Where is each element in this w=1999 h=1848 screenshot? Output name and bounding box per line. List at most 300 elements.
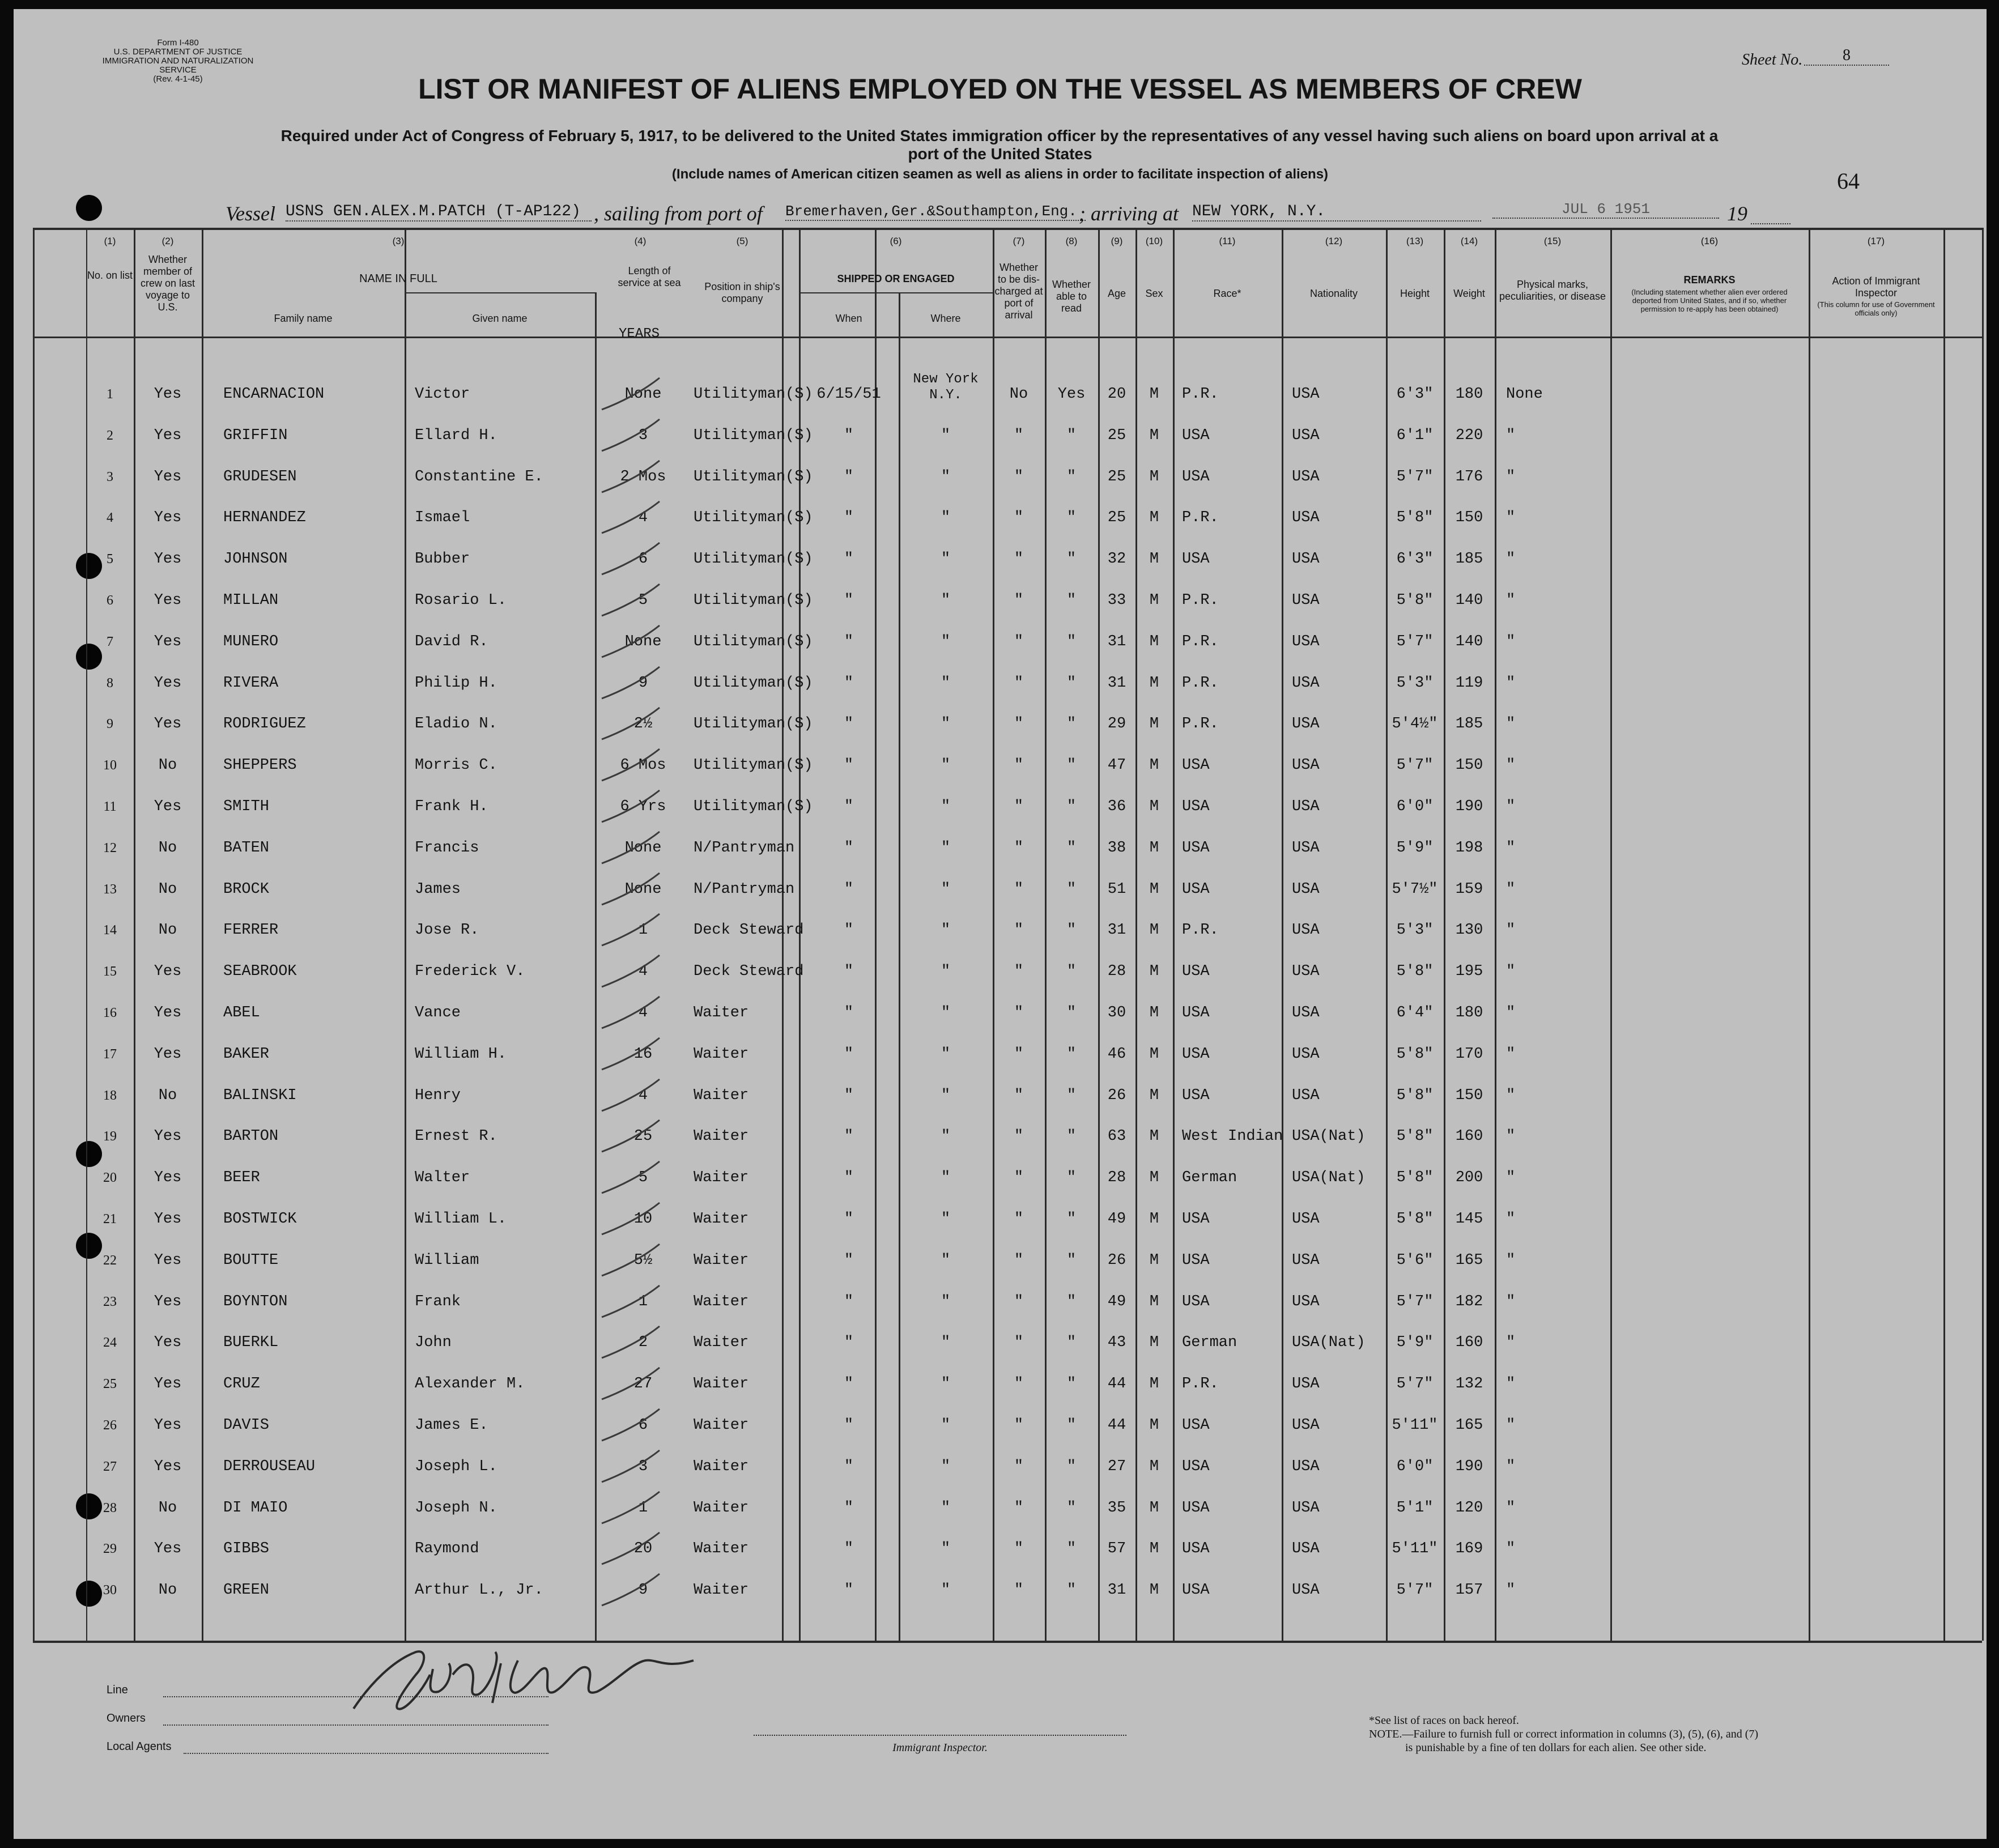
cell-race: P.R. — [1182, 716, 1219, 733]
cell-member: Yes — [154, 674, 182, 692]
cell-length: None — [624, 633, 662, 650]
cell-nationality: USA — [1292, 1087, 1320, 1104]
cell-weight: 132 — [1455, 1376, 1483, 1393]
cell-length: 9 — [638, 1582, 648, 1599]
cell-height: 5'7" — [1396, 633, 1434, 650]
cell-no: 30 — [103, 1583, 117, 1598]
cell-length: 16 — [633, 1045, 653, 1063]
cell-position: Utilityman(S) — [694, 716, 813, 733]
cell-race: USA — [1182, 427, 1210, 444]
header-bottom-border — [33, 337, 1982, 338]
cell-position: Utilityman(S) — [694, 757, 813, 774]
check-mark — [597, 581, 665, 620]
header-family-name: Family name — [274, 313, 333, 324]
cell-no: 24 — [103, 1335, 117, 1351]
cell-member: Yes — [154, 468, 182, 486]
cell-family-name: BEER — [223, 1169, 260, 1187]
cell-when: " — [844, 674, 854, 692]
check-mark — [597, 1406, 665, 1445]
cell-race: West Indian — [1182, 1128, 1283, 1146]
cell-no: 1 — [107, 387, 113, 402]
cell-sex: M — [1149, 1582, 1159, 1599]
cell-position: Waiter — [694, 1169, 749, 1187]
cell-given-name: Walter — [415, 1169, 470, 1187]
cell-no: 13 — [103, 882, 117, 897]
column-number: (16) — [1700, 236, 1719, 246]
cell-physical-marks: " — [1506, 1004, 1516, 1021]
cell-able-to-read: " — [1066, 1087, 1077, 1104]
cell-when: " — [844, 798, 854, 815]
header-length-of-service: Length of service at sea — [618, 265, 681, 288]
cell-family-name: JOHNSON — [223, 551, 288, 568]
cell-sex: M — [1149, 1540, 1159, 1558]
cell-given-name: Eladio N. — [415, 716, 497, 733]
cell-height: 5'11" — [1392, 1417, 1438, 1434]
header-physical-marks: Physical marks, peculiarities, or disease — [1499, 279, 1606, 302]
cell-member: Yes — [154, 963, 182, 981]
cell-physical-marks: " — [1506, 1376, 1516, 1393]
cell-physical-marks: " — [1506, 1169, 1516, 1187]
cell-height: 5'8" — [1396, 963, 1434, 981]
cell-physical-marks: " — [1506, 1293, 1516, 1310]
cell-length: 3 — [638, 427, 648, 444]
cell-discharged: " — [1014, 1458, 1024, 1475]
cell-no: 21 — [103, 1212, 117, 1227]
cell-discharged: " — [1014, 757, 1024, 774]
cell-discharged: " — [1014, 1293, 1024, 1310]
cell-sex: M — [1149, 1293, 1159, 1310]
header-given-name: Given name — [472, 313, 528, 324]
cell-position: Utilityman(S) — [694, 633, 813, 650]
cell-weight: 220 — [1455, 427, 1483, 444]
cell-no: 20 — [103, 1170, 117, 1186]
cell-when: " — [844, 1458, 854, 1475]
cell-sex: M — [1149, 633, 1159, 650]
cell-position: Utilityman(S) — [694, 551, 813, 568]
cell-member: No — [158, 757, 177, 774]
cell-sex: M — [1149, 1334, 1159, 1352]
cell-weight: 182 — [1455, 1293, 1483, 1310]
column-number: (13) — [1406, 236, 1424, 246]
cell-sex: M — [1149, 1458, 1159, 1475]
cell-given-name: Philip H. — [415, 674, 497, 692]
cell-no: 18 — [103, 1088, 117, 1103]
cell-family-name: GREEN — [223, 1582, 270, 1599]
cell-where: " — [941, 757, 951, 774]
cell-position: Utilityman(S) — [694, 468, 813, 486]
header-race: Race* — [1213, 288, 1241, 299]
cell-given-name: Alexander M. — [415, 1376, 525, 1393]
cell-sex: M — [1149, 1169, 1159, 1187]
vessel-label: Vessel — [226, 202, 275, 225]
cell-physical-marks: " — [1506, 427, 1516, 444]
cell-weight: 165 — [1455, 1417, 1483, 1434]
cell-discharged: " — [1014, 633, 1024, 650]
subtitle-line-3: (Include names of American citizen seamen as well as aliens in order to facilitate inspection of aliens) — [671, 167, 1329, 182]
cell-where: " — [941, 922, 951, 939]
column-border — [1610, 228, 1612, 1641]
cell-where: " — [941, 1128, 951, 1146]
check-mark — [597, 870, 665, 909]
cell-family-name: HERNANDEZ — [223, 509, 306, 527]
inspector-signature — [331, 1629, 739, 1726]
cell-sex: M — [1149, 1128, 1159, 1146]
cell-length: 1 — [638, 1499, 648, 1517]
cell-race: German — [1182, 1169, 1237, 1187]
cell-where: " — [941, 1004, 951, 1021]
column-border — [33, 228, 35, 1641]
cell-discharged: " — [1014, 839, 1024, 857]
cell-age: 28 — [1107, 963, 1126, 981]
subtitle-line-2: port of the United States — [908, 145, 1092, 163]
cell-weight: 169 — [1455, 1540, 1483, 1558]
cell-sex: M — [1149, 386, 1159, 403]
cell-nationality: USA — [1292, 922, 1320, 939]
cell-race: USA — [1182, 1293, 1210, 1310]
column-number: (17) — [1867, 236, 1885, 246]
cell-when: " — [844, 1128, 854, 1146]
cell-age: 28 — [1107, 1169, 1126, 1187]
table-top-border — [33, 228, 1982, 230]
cell-nationality: USA — [1292, 592, 1320, 609]
cell-height: 5'7" — [1396, 757, 1434, 774]
cell-able-to-read: " — [1066, 1128, 1077, 1146]
cell-able-to-read: " — [1066, 757, 1077, 774]
cell-where: " — [941, 509, 951, 527]
column-number: (9) — [1111, 236, 1123, 246]
cell-given-name: Ismael — [415, 509, 470, 527]
cell-where: " — [941, 674, 951, 692]
cell-nationality: USA — [1292, 551, 1320, 568]
cell-height: 5'9" — [1396, 1334, 1434, 1352]
cell-able-to-read: " — [1066, 1169, 1077, 1187]
cell-height: 5'8" — [1396, 1087, 1434, 1104]
column-border — [1982, 228, 1984, 1641]
cell-age: 26 — [1107, 1251, 1126, 1269]
cell-family-name: BATEN — [223, 839, 270, 857]
cell-weight: 157 — [1455, 1582, 1483, 1599]
cell-given-name: Frank H. — [415, 798, 488, 815]
cell-length: 2 Mos — [620, 468, 666, 486]
cell-age: 31 — [1107, 633, 1126, 650]
check-mark — [597, 1570, 665, 1610]
cell-height: 5'11" — [1392, 1540, 1438, 1558]
cell-no: 27 — [103, 1459, 117, 1474]
cell-given-name: Rosario L. — [415, 592, 507, 609]
cell-given-name: James E. — [415, 1417, 488, 1434]
cell-nationality: USA — [1292, 1045, 1320, 1063]
cell-age: 49 — [1107, 1211, 1126, 1228]
cell-nationality: USA — [1292, 468, 1320, 486]
cell-sex: M — [1149, 592, 1159, 609]
check-mark — [597, 1158, 665, 1198]
cell-family-name: DI MAIO — [223, 1499, 288, 1517]
cell-weight: 190 — [1455, 1458, 1483, 1475]
cell-no: 2 — [107, 428, 113, 443]
cell-given-name: Raymond — [415, 1540, 479, 1558]
cell-weight: 170 — [1455, 1045, 1483, 1063]
cell-member: Yes — [154, 716, 182, 733]
cell-height: 6'0" — [1396, 798, 1434, 815]
cell-family-name: SMITH — [223, 798, 270, 815]
cell-sex: M — [1149, 1417, 1159, 1434]
cell-position: Waiter — [694, 1540, 749, 1558]
cell-when: " — [844, 1540, 854, 1558]
column-number: (7) — [1013, 236, 1025, 246]
page-title: LIST OR MANIFEST OF ALIENS EMPLOYED ON THE VESSEL AS MEMBERS OF CREW — [418, 73, 1582, 105]
cell-position: Waiter — [694, 1376, 749, 1393]
cell-able-to-read: " — [1066, 963, 1077, 981]
cell-sex: M — [1149, 1211, 1159, 1228]
cell-where: " — [941, 798, 951, 815]
header-name-in-full: NAME IN FULL — [359, 272, 437, 285]
cell-member: Yes — [154, 1004, 182, 1021]
cell-length: None — [624, 386, 662, 403]
cell-where: " — [941, 1211, 951, 1228]
cell-member: No — [158, 1087, 177, 1104]
penalty-note-2: is punishable by a fine of ten dollars for each alien. See other side. — [1405, 1741, 1707, 1754]
cell-nationality: USA(Nat) — [1292, 1169, 1366, 1187]
cell-physical-marks: " — [1506, 592, 1516, 609]
cell-discharged: " — [1014, 551, 1024, 568]
cell-nationality: USA — [1292, 1582, 1320, 1599]
cell-no: 15 — [103, 964, 117, 980]
cell-age: 31 — [1107, 674, 1126, 692]
cell-age: 51 — [1107, 880, 1126, 898]
cell-member: Yes — [154, 1211, 182, 1228]
cell-sex: M — [1149, 1376, 1159, 1393]
cell-when: " — [844, 839, 854, 857]
column-number: (8) — [1065, 236, 1078, 246]
cell-race: USA — [1182, 468, 1210, 486]
cell-length: 4 — [638, 1004, 648, 1021]
cell-family-name: GRUDESEN — [223, 468, 297, 486]
cell-no: 14 — [103, 923, 117, 938]
cell-height: 5'3" — [1396, 674, 1434, 692]
cell-given-name: Bubber — [415, 551, 470, 568]
header-action: Action of Immigrant Inspector — [1832, 275, 1920, 299]
cell-no: 17 — [103, 1046, 117, 1062]
cell-physical-marks: " — [1506, 1499, 1516, 1517]
cell-age: 30 — [1107, 1004, 1126, 1021]
cell-member: Yes — [154, 1376, 182, 1393]
cell-where: " — [941, 1458, 951, 1475]
arriving-label: ; arriving at — [1079, 202, 1179, 225]
subtitle-line-1: Required under Act of Congress of February 5, 1917, to be delivered to the United States immigration officer by the representatives of any vessel having such aliens on board upon arrival at a — [280, 127, 1719, 144]
cell-member: No — [158, 1499, 177, 1517]
check-mark — [597, 993, 665, 1033]
cell-height: 5'7½" — [1392, 880, 1438, 898]
cell-height: 5'7" — [1396, 1376, 1434, 1393]
cell-given-name: Vance — [415, 1004, 461, 1021]
cell-family-name: RODRIGUEZ — [223, 716, 306, 733]
cell-height: 5'3" — [1396, 922, 1434, 939]
cell-where: " — [941, 1582, 951, 1599]
cell-when: 6/15/51 — [816, 386, 881, 403]
cell-nationality: USA — [1292, 1004, 1320, 1021]
cell-length: 5 — [638, 592, 648, 609]
cell-when: " — [844, 1004, 854, 1021]
cell-sex: M — [1149, 1004, 1159, 1021]
check-mark — [597, 416, 665, 455]
check-mark — [597, 498, 665, 538]
header-shipped-or-engaged: SHIPPED OR ENGAGED — [837, 273, 955, 284]
cell-weight: 200 — [1455, 1169, 1483, 1187]
check-mark — [597, 374, 665, 414]
check-mark — [597, 1076, 665, 1115]
cell-discharged: " — [1014, 798, 1024, 815]
cell-discharged: " — [1014, 963, 1024, 981]
cell-length: None — [624, 839, 662, 857]
cell-physical-marks: " — [1506, 1128, 1516, 1146]
cell-family-name: SEABROOK — [223, 963, 297, 981]
column-border — [1943, 228, 1945, 1641]
cell-length: 4 — [638, 509, 648, 527]
check-mark — [597, 1199, 665, 1239]
cell-no: 7 — [107, 634, 113, 649]
cell-sex: M — [1149, 1499, 1159, 1517]
cell-nationality: USA — [1292, 1458, 1320, 1475]
cell-member: Yes — [154, 1540, 182, 1558]
cell-race: P.R. — [1182, 922, 1219, 939]
cell-given-name: Constantine E. — [415, 468, 543, 486]
cell-race: USA — [1182, 757, 1210, 774]
cell-weight: 176 — [1455, 468, 1483, 486]
cell-discharged: " — [1014, 509, 1024, 527]
check-mark — [597, 539, 665, 579]
cell-race: USA — [1182, 1045, 1210, 1063]
page-mark: 64 — [1837, 168, 1860, 194]
cell-discharged: " — [1014, 922, 1024, 939]
cell-discharged: " — [1014, 1045, 1024, 1063]
sailing-label: , sailing from port of — [594, 202, 763, 225]
cell-family-name: BALINSKI — [223, 1087, 297, 1104]
cell-position: Utilityman(S) — [694, 386, 813, 403]
header-no-on-list: No. on list — [87, 270, 133, 281]
cell-no: 3 — [107, 469, 113, 484]
cell-sex: M — [1149, 674, 1159, 692]
cell-where: " — [941, 1087, 951, 1104]
column-border — [1809, 228, 1810, 1641]
cell-when: " — [844, 551, 854, 568]
cell-able-to-read: " — [1066, 1334, 1077, 1352]
cell-race: USA — [1182, 1499, 1210, 1517]
check-mark — [597, 746, 665, 785]
cell-age: 36 — [1107, 798, 1126, 815]
cell-given-name: David R. — [415, 633, 488, 650]
form-number: Form I-480 — [157, 38, 199, 48]
cell-family-name: MILLAN — [223, 592, 279, 609]
cell-physical-marks: " — [1506, 633, 1516, 650]
cell-nationality: USA — [1292, 963, 1320, 981]
manifest-sheet — [14, 9, 1987, 1839]
cell-position: Waiter — [694, 1211, 749, 1228]
cell-height: 5'8" — [1396, 1211, 1434, 1228]
cell-race: USA — [1182, 1251, 1210, 1269]
cell-length: 6 Mos — [620, 757, 666, 774]
cell-position: Waiter — [694, 1293, 749, 1310]
cell-member: Yes — [154, 551, 182, 568]
cell-physical-marks: " — [1506, 509, 1516, 527]
cell-when: " — [844, 716, 854, 733]
sheet-no-value: 8 — [1804, 46, 1889, 66]
cell-physical-marks: " — [1506, 1251, 1516, 1269]
cell-position: N/Pantryman — [694, 880, 795, 898]
cell-able-to-read: " — [1066, 1376, 1077, 1393]
cell-age: 31 — [1107, 922, 1126, 939]
cell-race: P.R. — [1182, 509, 1219, 527]
column-border — [1495, 228, 1496, 1641]
cell-weight: 185 — [1455, 551, 1483, 568]
cell-nationality: USA — [1292, 386, 1320, 403]
cell-where: " — [941, 592, 951, 609]
cell-family-name: GIBBS — [223, 1540, 270, 1558]
cell-given-name: William H. — [415, 1045, 507, 1063]
immigrant-inspector-label: Immigrant Inspector. — [892, 1741, 988, 1754]
check-mark — [597, 1447, 665, 1487]
cell-weight: 140 — [1455, 592, 1483, 609]
cell-when: " — [844, 509, 854, 527]
cell-where: " — [941, 1169, 951, 1187]
cell-physical-marks: " — [1506, 1417, 1516, 1434]
cell-where: " — [941, 716, 951, 733]
cell-race: P.R. — [1182, 1376, 1219, 1393]
cell-member: Yes — [154, 1458, 182, 1475]
header-discharged: Whether to be dis-charged at port of arrival — [994, 262, 1043, 321]
year-blank — [1751, 203, 1790, 224]
cell-height: 5'7" — [1396, 1293, 1434, 1310]
cell-able-to-read: " — [1066, 880, 1077, 898]
cell-where: " — [941, 1293, 951, 1310]
cell-family-name: BOUTTE — [223, 1251, 279, 1269]
cell-weight: 180 — [1455, 1004, 1483, 1021]
column-number: (6) — [890, 236, 902, 246]
cell-nationality: USA — [1292, 1417, 1320, 1434]
cell-age: 63 — [1107, 1128, 1126, 1146]
cell-physical-marks: " — [1506, 757, 1516, 774]
cell-physical-marks: " — [1506, 1582, 1516, 1599]
cell-no: 22 — [103, 1253, 117, 1268]
cell-discharged: " — [1014, 880, 1024, 898]
shipped-subheader-rule — [799, 292, 993, 293]
cell-physical-marks: " — [1506, 1087, 1516, 1104]
cell-sex: M — [1149, 1045, 1159, 1063]
cell-age: 26 — [1107, 1087, 1126, 1104]
cell-weight: 160 — [1455, 1334, 1483, 1352]
cell-family-name: GRIFFIN — [223, 427, 288, 444]
cell-family-name: DAVIS — [223, 1417, 270, 1434]
check-mark — [597, 1488, 665, 1528]
cell-age: 49 — [1107, 1293, 1126, 1310]
cell-age: 33 — [1107, 592, 1126, 609]
cell-position: Waiter — [694, 1087, 749, 1104]
department: U.S. DEPARTMENT OF JUSTICE — [113, 47, 243, 57]
inspector-signature-line — [754, 1735, 1126, 1736]
table-bottom-border — [33, 1641, 1982, 1643]
cell-position: N/Pantryman — [694, 839, 795, 857]
cell-family-name: BROCK — [223, 880, 270, 898]
cell-height: 5'6" — [1396, 1251, 1434, 1269]
cell-able-to-read: " — [1066, 633, 1077, 650]
cell-able-to-read: " — [1066, 1458, 1077, 1475]
check-mark — [597, 1529, 665, 1569]
cell-where: " — [941, 1376, 951, 1393]
cell-length: 5½ — [633, 1251, 653, 1269]
cell-sex: M — [1149, 798, 1159, 815]
cell-length: 20 — [633, 1540, 653, 1558]
cell-nationality: USA — [1292, 1376, 1320, 1393]
name-subheader-rule — [405, 292, 595, 293]
